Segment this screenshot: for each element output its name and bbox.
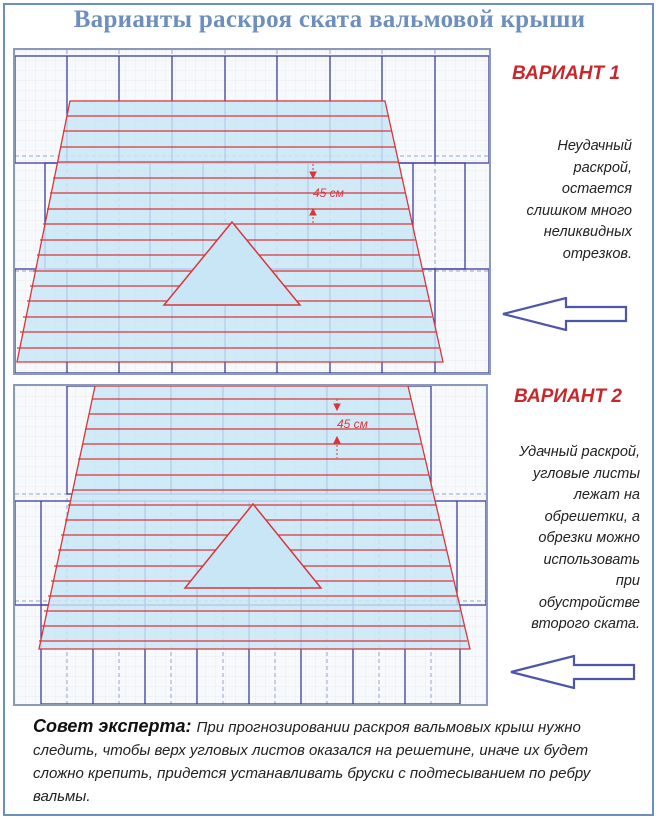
description-line: второго ската.: [531, 616, 640, 632]
description-line: остается: [561, 181, 632, 197]
description-line: угловые листы: [532, 465, 640, 482]
description-line: обустройстве: [538, 594, 640, 611]
description-line: Удачный раскрой,: [519, 444, 640, 460]
arrow-left-icon: [508, 655, 638, 689]
description-line: Неудачный: [557, 138, 632, 154]
description-line: неликвидных: [543, 224, 632, 240]
description-line: лежат на: [573, 487, 640, 503]
expert-tip-text: При прогнозировании раскроя вальмовых крыш нужно следить, чтобы верх угловых листов оказался на решетине, иначе их будет сложно крепить, придется устанавливать бруски с подтесыванием по ребру вальмы.: [33, 719, 591, 805]
description-line: раскрой,: [573, 159, 632, 176]
description-line: обрешетки, а: [544, 508, 640, 525]
page-title: Варианты раскроя ската вальмовой крыши: [73, 6, 586, 33]
variant2-description: [497, 442, 640, 636]
description-line: отрезков.: [562, 245, 632, 262]
description-line: использовать: [543, 551, 640, 568]
expert-tip: [33, 715, 633, 808]
description-line: слишком много: [526, 202, 632, 219]
expert-tip-title: Совет эксперта:: [33, 716, 197, 736]
variant1-diagram: [13, 48, 491, 375]
arrow-left-icon: [500, 297, 630, 331]
variant2-label: ВАРИАНТ 2: [514, 386, 622, 407]
dimension-label: 45 см: [337, 417, 368, 431]
dimension-label: 45 см: [313, 186, 344, 200]
description-line: при: [615, 573, 640, 589]
variant1-description: [498, 136, 632, 265]
description-line: обрезки можно: [538, 530, 640, 546]
variant2-diagram: [13, 384, 488, 706]
variant1-label: ВАРИАНТ 1: [512, 63, 620, 84]
